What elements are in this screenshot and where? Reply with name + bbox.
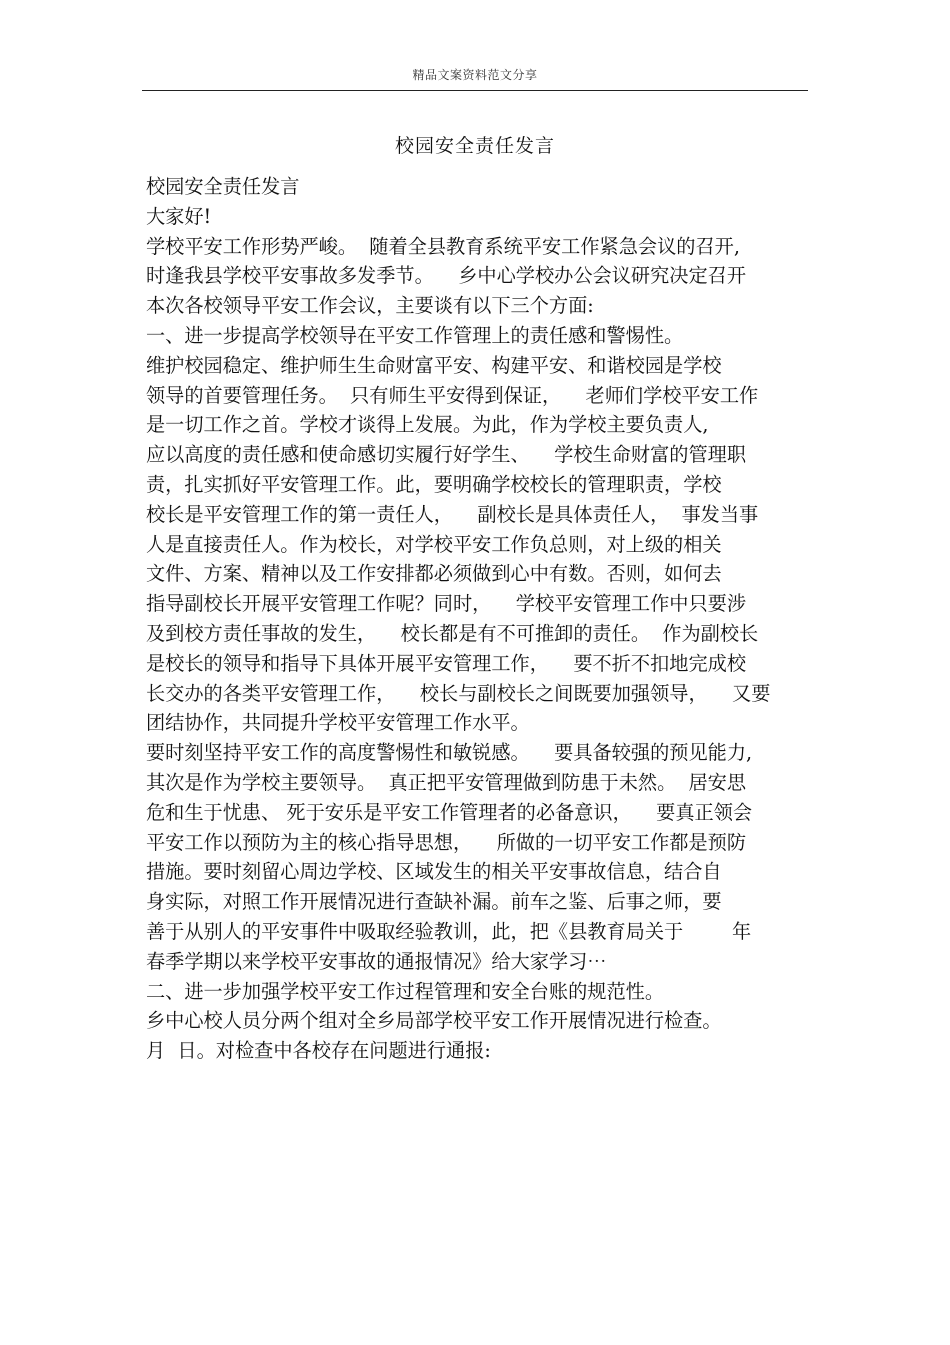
body-line: 人是直接责任人。作为校长，对学校平安工作负总则，对上级的相关 — [146, 532, 722, 556]
body-line: 其次是作为学校主要领导。 真正把平安管理做到防患于未然。 居安思 — [146, 770, 747, 794]
body-line: 维护校园稳定、维护师生生命财富平安、构建平安、和谐校园是学校 — [146, 353, 722, 377]
body-line: 一、进一步提高学校领导在平安工作管理上的责任感和警惕性。 — [146, 323, 684, 347]
body-line: 校长是平安管理工作的第一责任人， 副校长是具体责任人， 事发当事 — [146, 502, 759, 526]
body-line: 春季学期以来学校平安事故的通报情况》给大家学习⋯ — [146, 949, 607, 973]
body-line: 月 日。对检查中各校存在问题进行通报: — [146, 1039, 491, 1063]
body-line: 大家好! — [146, 204, 212, 228]
body-line: 指导副校长开展平安管理工作呢？同时， 学校平安管理工作中只要涉 — [146, 592, 747, 616]
body-line: 领导的首要管理任务。 只有师生平安得到保证， 老师们学校平安工作 — [146, 383, 759, 407]
body-line: 长交办的各类平安管理工作， 校长与副校长之间既要加强领导， 又要 — [146, 681, 771, 705]
body-line: 二、进一步加强学校平安工作过程管理和安全台账的规范性。 — [146, 979, 665, 1003]
body-line: 措施。要时刻留心周边学校、区域发生的相关平安事故信息，结合自 — [146, 860, 722, 884]
body-line: 及到校方责任事故的发生， 校长都是有不可推卸的责任。 作为副校长 — [146, 621, 759, 645]
body-line: 本次各校领导平安工作会议，主要谈有以下三个方面: — [146, 294, 594, 318]
body-line: 责，扎实抓好平安管理工作。此，要明确学校校长的管理职责，学校 — [146, 472, 722, 496]
body-line: 团结协作，共同提升学校平安管理工作水平。 — [146, 711, 530, 735]
body-line: 时逢我县学校平安事故多发季节。 乡中心学校办公会议研究决定召开 — [146, 264, 747, 288]
body-line: 危和生于忧患、 死于安乐是平安工作管理者的必备意识， 要真正领会 — [146, 800, 753, 824]
header-text: 精品文案资料范文分享 — [412, 68, 538, 82]
header-divider — [142, 90, 808, 91]
body-line: 应以高度的责任感和使命感切实履行好学生、 学校生命财富的管理职 — [146, 443, 747, 467]
body-line: 校园安全责任发言 — [146, 175, 300, 198]
body-line: 身实际，对照工作开展情况进行查缺补漏。前车之鉴、后事之师，要 — [146, 890, 722, 914]
body-line: 是校长的领导和指导下具体开展平安管理工作， 要不折不扣地完成校 — [146, 651, 747, 675]
body-line: 要时刻坚持平安工作的高度警惕性和敏锐感。 要具备较强的预见能力, — [146, 741, 753, 765]
body-line: 是一切工作之首。学校才谈得上发展。为此，作为学校主要负责人, — [146, 413, 709, 437]
body-line: 平安工作以预防为主的核心指导思想， 所做的一切平安工作都是预防 — [146, 830, 747, 854]
document-title: 校园安全责任发言 — [394, 135, 555, 157]
body-line: 文件、方案、精神以及工作安排都必须做到心中有数。否则，如何去 — [146, 562, 722, 586]
document-body — [146, 172, 814, 1066]
body-line: 善于从别人的平安事件中吸取经验教训，此，把《县教育局关于 年 — [146, 919, 752, 943]
body-line: 学校平安工作形势严峻。 随着全县教育系统平安工作紧急会议的召开, — [146, 234, 740, 258]
body-line: 乡中心校人员分两个组对全乡局部学校平安工作开展情况进行检查。 — [146, 1009, 722, 1033]
